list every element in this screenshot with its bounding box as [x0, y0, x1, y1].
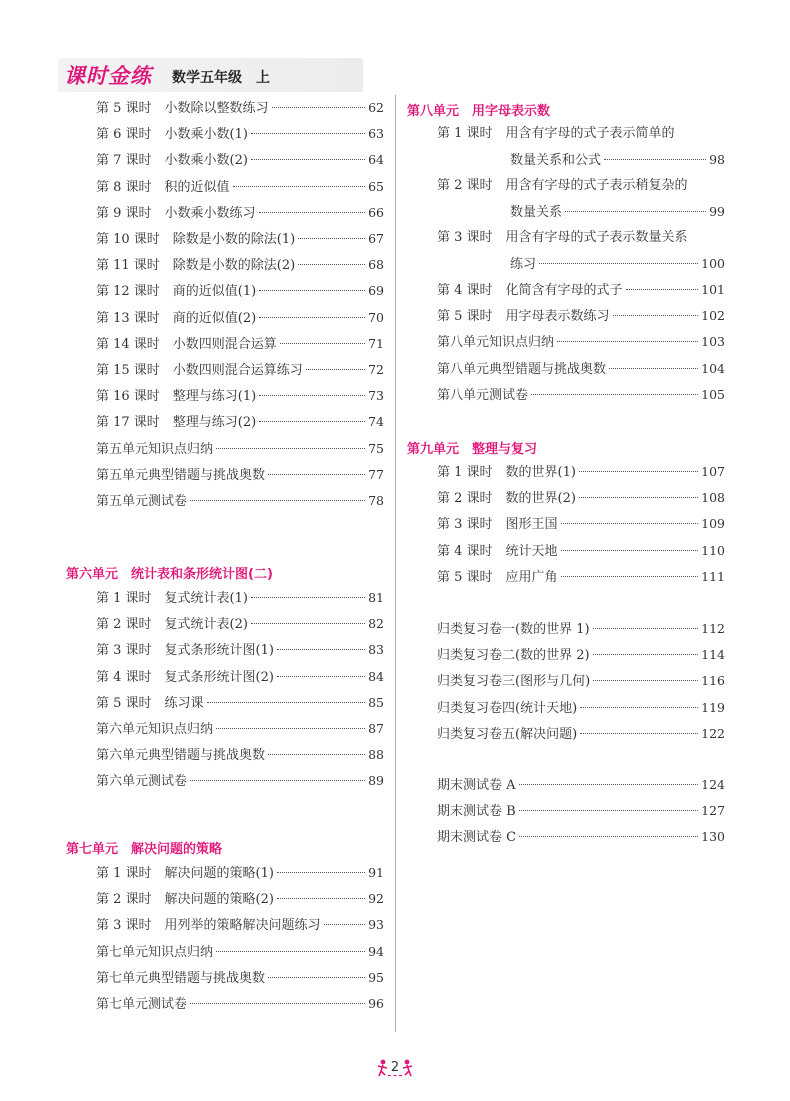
toc-entry[interactable] — [96, 412, 384, 432]
toc-entry[interactable] — [437, 541, 725, 561]
toc-entry[interactable] — [96, 281, 384, 301]
toc-entry[interactable] — [437, 385, 725, 405]
toc-entry[interactable] — [96, 308, 384, 328]
dot-leader — [259, 421, 365, 422]
toc-entry-title: 第八单元知识点归纳 — [437, 335, 555, 351]
toc-entry-page: 108 — [701, 490, 725, 506]
toc-entry-page: 130 — [701, 829, 725, 845]
toc-entry-title: 第 15 课时 小数四则混合运算练习 — [96, 363, 303, 378]
toc-entry-page: 62 — [368, 100, 384, 115]
dot-leader — [277, 898, 365, 899]
toc-entry-page: 63 — [368, 126, 384, 142]
toc-entry[interactable] — [437, 698, 725, 718]
dot-leader — [593, 628, 699, 629]
toc-entry-title: 第 4 课时 复式条形统计图(2) — [96, 669, 274, 685]
toc-entry-page: 70 — [368, 309, 384, 325]
toc-entry-title: 第八单元典型错题与挑战奥数 — [437, 361, 607, 377]
subject-title: 数学五年级 上 — [172, 70, 270, 86]
dot-leader — [277, 649, 365, 650]
toc-entry-title: 第 4 课时 统计天地 — [437, 543, 558, 559]
toc-entry-title: 第 4 课时 化简含有字母的式子 — [437, 283, 623, 298]
toc-entry-page: 91 — [368, 865, 384, 880]
dot-leader — [593, 680, 698, 681]
dot-leader — [557, 341, 698, 342]
dot-leader — [259, 290, 365, 291]
dot-leader — [251, 623, 365, 624]
figure-right-icon — [402, 1059, 413, 1077]
toc-entry[interactable] — [96, 229, 384, 249]
toc-entry-page: 104 — [701, 360, 725, 376]
dot-leader — [561, 576, 699, 577]
toc-entry-page: 78 — [368, 493, 384, 508]
column-divider — [395, 95, 396, 1032]
toc-entry[interactable] — [437, 306, 725, 326]
unit-title[interactable]: 第七单元 解决问题的策略 — [66, 842, 223, 857]
toc-entry[interactable] — [437, 645, 725, 665]
toc-entry[interactable] — [96, 255, 384, 275]
toc-entry[interactable] — [437, 280, 725, 300]
toc-entry-title: 第六单元典型错题与挑战奥数 — [96, 748, 266, 764]
page-number: 2 — [388, 1060, 402, 1076]
dot-leader — [531, 394, 698, 395]
toc-entry-page: 122 — [701, 725, 725, 741]
toc-entry[interactable] — [96, 942, 384, 962]
toc-entry-page: 124 — [701, 777, 725, 792]
toc-entry-page: 95 — [368, 969, 384, 985]
toc-entry[interactable] — [96, 915, 384, 935]
toc-entry-title: 第 7 课时 小数乘小数(2) — [96, 153, 248, 169]
dot-leader — [216, 448, 365, 449]
toc-entry-title: 归类复习卷一(数的世界 1) — [437, 622, 590, 637]
toc-entry[interactable] — [96, 98, 384, 118]
toc-entry-continuation[interactable] — [510, 150, 725, 170]
toc-entry[interactable] — [437, 462, 725, 482]
unit-title[interactable]: 第六单元 统计表和条形统计图(二) — [66, 567, 273, 582]
toc-entry-line[interactable]: 第 3 课时 用含有字母的式子表示数量关系 — [437, 230, 688, 245]
toc-entry-title: 第六单元测试卷 — [96, 774, 188, 790]
toc-entry-line[interactable]: 第 1 课时 用含有字母的式子表示简单的 — [437, 126, 675, 141]
dot-leader — [233, 186, 366, 187]
toc-entry-page: 111 — [701, 568, 725, 584]
toc-entry-title: 第 16 课时 整理与练习(1) — [96, 389, 257, 405]
toc-entry-title: 期末测试卷 A — [437, 778, 516, 793]
dot-leader — [277, 872, 365, 873]
dot-leader — [626, 289, 699, 290]
toc-entry[interactable] — [437, 619, 725, 639]
toc-entry-page: 83 — [368, 642, 384, 658]
toc-entry-title: 第 2 课时 复式统计表(2) — [96, 617, 248, 633]
toc-entry-title: 第五单元典型错题与挑战奥数 — [96, 467, 266, 483]
toc-entry[interactable] — [96, 203, 384, 223]
dot-leader — [251, 597, 365, 598]
toc-entry[interactable] — [96, 693, 384, 713]
toc-entry-title: 第 5 课时 小数除以整数练习 — [96, 101, 269, 116]
toc-entry[interactable] — [96, 745, 384, 765]
dot-leader — [579, 497, 698, 498]
toc-entry-page: 88 — [368, 747, 384, 763]
toc-entry-page: 119 — [701, 699, 725, 715]
toc-entry-page: 71 — [368, 335, 384, 351]
toc-entry-page: 101 — [701, 282, 725, 297]
dot-leader — [190, 500, 365, 501]
toc-entry-page: 87 — [368, 721, 384, 736]
figure-left-icon — [377, 1059, 388, 1077]
toc-entry-page: 72 — [368, 362, 384, 377]
toc-entry[interactable] — [96, 439, 384, 459]
toc-entry[interactable] — [96, 719, 384, 739]
toc-entry[interactable] — [96, 994, 384, 1014]
toc-entry-title: 第 17 课时 整理与练习(2) — [96, 415, 257, 431]
toc-entry-page: 64 — [368, 152, 384, 168]
dot-leader — [539, 263, 698, 264]
toc-entry[interactable] — [96, 334, 384, 354]
dot-leader — [280, 343, 365, 344]
dot-leader — [593, 654, 699, 655]
toc-entry[interactable] — [96, 124, 384, 144]
toc-entry[interactable] — [437, 488, 725, 508]
dot-leader — [609, 368, 698, 369]
toc-entry-page: 127 — [701, 803, 725, 819]
toc-entry-title: 第七单元测试卷 — [96, 997, 188, 1012]
toc-entry[interactable] — [437, 671, 725, 691]
toc-entry-title: 第 1 课时 数的世界(1) — [437, 465, 576, 480]
toc-entry-page: 85 — [368, 694, 384, 710]
toc-entry-page: 69 — [368, 283, 384, 299]
toc-entry-page: 112 — [701, 621, 725, 636]
toc-entry[interactable] — [96, 150, 384, 170]
toc-entry-page: 82 — [368, 616, 384, 632]
toc-entry[interactable] — [96, 588, 384, 608]
toc-entry-page: 89 — [368, 773, 384, 789]
toc-entry-title: 第 6 课时 小数乘小数(1) — [96, 127, 248, 143]
toc-entry-title: 归类复习卷三(图形与几何) — [437, 674, 591, 690]
dot-leader — [259, 317, 365, 318]
toc-entry-page: 116 — [701, 673, 725, 689]
toc-entry-page: 81 — [368, 590, 384, 605]
toc-entry-page: 94 — [368, 943, 384, 959]
toc-entry-page: 84 — [368, 668, 384, 684]
toc-entry[interactable] — [96, 863, 384, 883]
toc-entry[interactable] — [437, 775, 725, 795]
toc-entry-page: 103 — [701, 334, 725, 350]
dot-leader — [259, 395, 365, 396]
dot-leader — [251, 133, 365, 134]
toc-entry-title: 第 12 课时 商的近似值(1) — [96, 284, 257, 300]
toc-entry-title: 第七单元知识点归纳 — [96, 944, 214, 960]
toc-entry-page: 74 — [368, 414, 384, 430]
dot-leader — [268, 977, 365, 978]
toc-entry-title: 第八单元测试卷 — [437, 387, 529, 403]
toc-entry-page: 96 — [368, 996, 384, 1011]
toc-entry-title: 第 8 课时 积的近似值 — [96, 179, 230, 195]
dot-leader — [324, 924, 366, 925]
dot-leader — [580, 733, 698, 734]
toc-entry-title: 第五单元测试卷 — [96, 494, 188, 509]
toc-entry-title: 第 1 课时 解决问题的策略(1) — [96, 866, 274, 881]
dot-leader — [613, 315, 699, 316]
toc-entry-title: 第 10 课时 除数是小数的除法(1) — [96, 232, 296, 247]
dot-leader — [251, 159, 365, 160]
toc-entry-title: 第 14 课时 小数四则混合运算 — [96, 336, 277, 352]
toc-entry-page: 92 — [368, 891, 384, 907]
dot-leader — [519, 810, 698, 811]
toc-entry[interactable] — [437, 567, 725, 587]
toc-entry-title: 期末测试卷 C — [437, 830, 517, 846]
toc-entry[interactable] — [96, 614, 384, 634]
toc-entry-title: 第 5 课时 用字母表示数练习 — [437, 309, 610, 325]
toc-entry-page: 114 — [701, 647, 725, 663]
toc-entry-title: 第六单元知识点归纳 — [96, 722, 214, 737]
dot-leader — [207, 702, 366, 703]
toc-entry[interactable] — [437, 514, 725, 534]
toc-entry[interactable] — [437, 724, 725, 744]
toc-entry-title: 归类复习卷二(数的世界 2) — [437, 648, 590, 664]
toc-entry[interactable] — [96, 667, 384, 687]
toc-entry-title: 数量关系 — [510, 205, 563, 220]
toc-entry[interactable] — [96, 771, 384, 791]
toc-entry-page: 105 — [701, 386, 725, 402]
toc-entry[interactable] — [437, 332, 725, 352]
dot-leader — [561, 550, 699, 551]
toc-entry-page: 73 — [368, 388, 384, 404]
page-footer — [370, 1058, 420, 1078]
toc-entry-continuation[interactable] — [510, 254, 725, 274]
toc-entry[interactable] — [96, 968, 384, 988]
dot-leader — [298, 264, 365, 265]
toc-entry-title: 第 3 课时 图形王国 — [437, 517, 558, 533]
dot-leader — [580, 707, 698, 708]
dot-leader — [190, 780, 365, 781]
toc-entry[interactable] — [437, 359, 725, 379]
dot-leader — [272, 107, 366, 108]
toc-entry-page: 100 — [701, 256, 725, 271]
toc-entry-page: 98 — [709, 152, 725, 167]
toc-entry-line[interactable]: 第 2 课时 用含有字母的式子表示稍复杂的 — [437, 178, 688, 193]
toc-entry[interactable] — [437, 827, 725, 847]
unit-title[interactable]: 第九单元 整理与复习 — [407, 442, 538, 457]
toc-entry[interactable] — [96, 177, 384, 197]
dot-leader — [268, 474, 365, 475]
dot-leader — [604, 159, 706, 160]
toc-entry[interactable] — [96, 386, 384, 406]
toc-entry-title: 第 3 课时 用列举的策略解决问题练习 — [96, 918, 321, 934]
dot-leader — [306, 369, 365, 370]
dot-leader — [259, 212, 366, 213]
toc-entry-page: 67 — [368, 231, 384, 246]
toc-entry[interactable] — [96, 465, 384, 485]
toc-entry[interactable] — [96, 360, 384, 380]
toc-entry-title: 第 5 课时 应用广角 — [437, 569, 558, 585]
unit-title[interactable]: 第八单元 用字母表示数 — [407, 104, 551, 119]
dot-leader — [277, 676, 365, 677]
toc-entry-page: 77 — [368, 466, 384, 482]
toc-entry-title: 第 5 课时 练习课 — [96, 695, 204, 711]
toc-entry-page: 107 — [701, 464, 725, 479]
toc-entry-title: 数量关系和公式 — [510, 153, 602, 168]
toc-entry-title: 期末测试卷 B — [437, 804, 516, 820]
toc-entry-title: 归类复习卷四(统计天地) — [437, 700, 578, 716]
toc-entry-title: 第五单元知识点归纳 — [96, 441, 214, 457]
toc-entry[interactable] — [96, 889, 384, 909]
toc-entry-title: 第七单元典型错题与挑战奥数 — [96, 970, 266, 986]
toc-entry-continuation[interactable] — [510, 202, 725, 222]
toc-entry-page: 110 — [701, 542, 725, 558]
toc-entry[interactable] — [96, 491, 384, 511]
brand-logo: 课时金练 — [64, 64, 152, 88]
dot-leader — [216, 951, 365, 952]
toc-entry-title: 第 3 课时 复式条形统计图(1) — [96, 643, 274, 659]
toc-entry-title: 第 2 课时 解决问题的策略(2) — [96, 892, 274, 908]
toc-entry[interactable] — [437, 801, 725, 821]
toc-entry-page: 66 — [368, 204, 384, 220]
toc-entry-title: 第 9 课时 小数乘小数练习 — [96, 205, 256, 221]
dot-leader — [579, 471, 698, 472]
toc-entry-title: 第 2 课时 数的世界(2) — [437, 491, 576, 507]
toc-entry-page: 93 — [368, 917, 384, 933]
toc-entry-page: 68 — [368, 257, 384, 273]
toc-entry-title: 第 13 课时 商的近似值(2) — [96, 310, 257, 326]
toc-entry-page: 75 — [368, 440, 384, 456]
toc-entry-page: 65 — [368, 178, 384, 194]
dot-leader — [519, 836, 698, 837]
toc-entry-title: 第 11 课时 除数是小数的除法(2) — [96, 258, 296, 274]
dot-leader — [190, 1003, 365, 1004]
toc-entry-page: 99 — [709, 204, 725, 219]
dot-leader — [519, 784, 699, 785]
toc-entry-title: 练习 — [510, 257, 537, 272]
toc-entry-page: 109 — [701, 516, 725, 532]
toc-entry-title: 归类复习卷五(解决问题) — [437, 726, 578, 742]
dot-leader — [216, 728, 365, 729]
dot-leader — [268, 754, 365, 755]
toc-entry-title: 第 1 课时 复式统计表(1) — [96, 591, 248, 606]
toc-entry-page: 102 — [701, 308, 725, 324]
dot-leader — [298, 238, 365, 239]
toc-entry[interactable] — [96, 640, 384, 660]
dot-leader — [561, 523, 699, 524]
dot-leader — [565, 211, 706, 212]
